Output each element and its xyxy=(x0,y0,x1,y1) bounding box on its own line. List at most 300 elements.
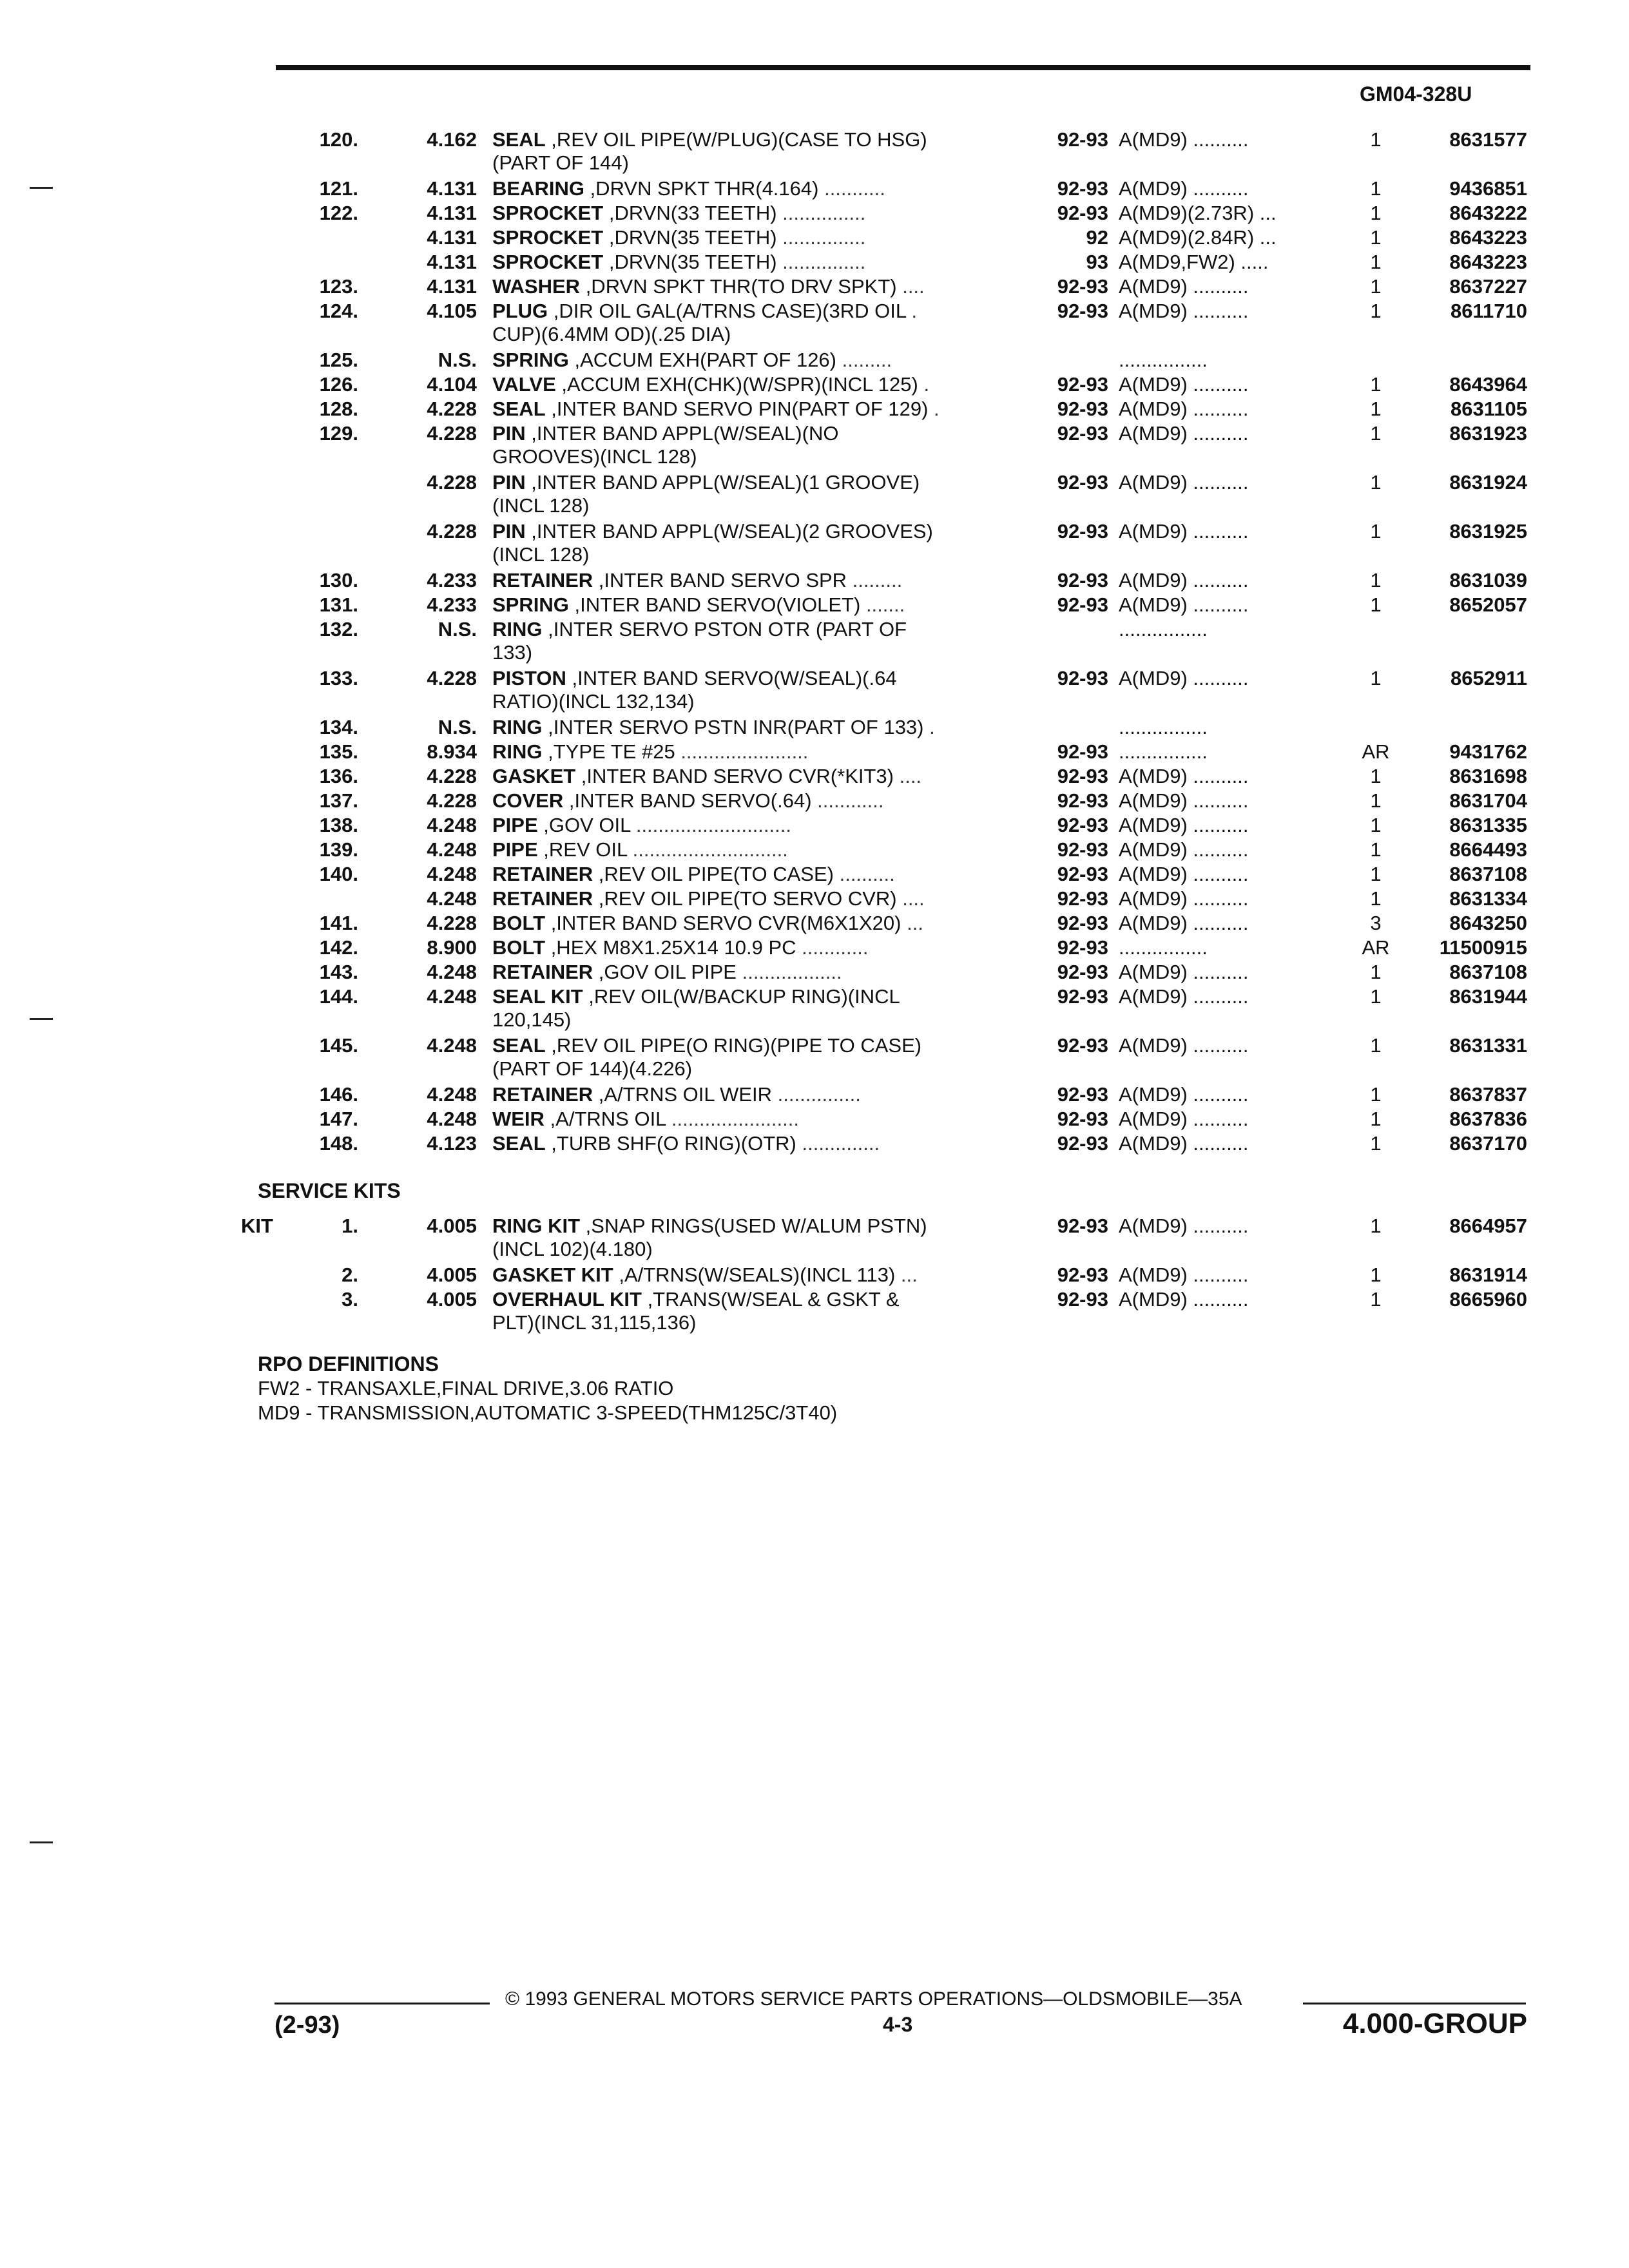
group-number: N.S. xyxy=(438,349,477,371)
leader-dots: ......... xyxy=(842,349,892,371)
group-number: 8.900 xyxy=(427,936,477,959)
part-row-continuation xyxy=(258,544,1547,568)
usage: A(MD9) .......... xyxy=(1119,789,1249,812)
usage: A(MD9) .......... xyxy=(1119,569,1249,591)
part-name: COVER xyxy=(492,789,564,812)
usage: A(MD9) .......... xyxy=(1119,300,1249,322)
part-row xyxy=(258,274,1547,299)
model-year: 92-93 xyxy=(1057,667,1108,689)
part-name: PIN xyxy=(492,520,526,543)
part-description xyxy=(492,911,1034,936)
model-year: 92-93 xyxy=(1057,912,1108,934)
item-key: 137. xyxy=(319,789,358,812)
usage: A(MD9) .......... xyxy=(1119,667,1249,689)
group-number: 4.105 xyxy=(427,300,477,322)
part-row-continuation xyxy=(258,1238,1547,1263)
quantity: 3 xyxy=(1370,912,1382,934)
part-detail: ,INTER BAND SERVO(W/SEAL)(.64 xyxy=(566,667,897,689)
item-key: 138. xyxy=(319,814,358,836)
item-key: 147. xyxy=(319,1108,358,1130)
model-year: 92-93 xyxy=(1057,789,1108,812)
leader-dots: ............... xyxy=(782,251,866,273)
group-number: 4.228 xyxy=(427,520,477,543)
part-number: 8637170 xyxy=(1449,1132,1527,1155)
model-year: 92-93 xyxy=(1057,863,1108,885)
part-row xyxy=(258,960,1547,985)
item-key: 2. xyxy=(342,1264,358,1286)
item-key: 132. xyxy=(319,618,358,640)
rpo-definition: MD9 - TRANSMISSION,AUTOMATIC 3-SPEED(THM125C/3T40) xyxy=(258,1401,838,1424)
part-row xyxy=(258,1107,1547,1131)
part-number: 11500915 xyxy=(1439,936,1527,959)
part-detail: ,DRVN(33 TEETH) xyxy=(603,202,783,224)
item-key: 140. xyxy=(319,863,358,885)
group-number: 4.131 xyxy=(427,226,477,249)
usage: A(MD9) .......... xyxy=(1119,177,1249,200)
part-description xyxy=(492,470,1034,495)
part-detail: ,TURB SHF(O RING)(OTR) xyxy=(545,1132,802,1155)
part-number: 8631331 xyxy=(1449,1034,1527,1057)
part-detail: ,ACCUM EXH(CHK)(W/SPR)(INCL 125) xyxy=(555,373,924,396)
model-year: 92-93 xyxy=(1057,373,1108,396)
model-year: 92-93 xyxy=(1057,1264,1108,1286)
parts-table xyxy=(258,128,1547,1156)
part-name: SPROCKET xyxy=(492,226,604,249)
group-number: 4.005 xyxy=(427,1215,477,1237)
part-row xyxy=(258,226,1547,250)
model-year: 92-93 xyxy=(1057,1108,1108,1130)
model-year: 92-93 xyxy=(1057,300,1108,322)
model-year: 93 xyxy=(1086,251,1108,273)
leader-dots: . xyxy=(934,398,940,420)
item-key: 136. xyxy=(319,765,358,787)
part-name: PLUG xyxy=(492,300,548,322)
footer-rule-left xyxy=(275,2003,490,2004)
part-row xyxy=(258,1082,1547,1107)
part-row xyxy=(258,250,1547,274)
part-row xyxy=(258,568,1547,593)
part-detail: ,DRVN SPKT THR(TO DRV SPKT) xyxy=(580,275,903,298)
part-name: OVERHAUL KIT xyxy=(492,1288,642,1311)
usage: A(MD9) .......... xyxy=(1119,887,1249,910)
group-number: N.S. xyxy=(438,618,477,640)
part-row xyxy=(258,617,1547,642)
quantity: 1 xyxy=(1370,1132,1382,1155)
item-key: 128. xyxy=(319,398,358,420)
leader-dots: ............ xyxy=(802,936,869,959)
part-row xyxy=(258,348,1547,372)
part-row xyxy=(258,593,1547,617)
model-year: 92-93 xyxy=(1057,275,1108,298)
part-name: RING xyxy=(492,716,543,738)
leader-dots: . xyxy=(929,716,935,738)
part-detail: ,INTER BAND SERVO CVR(*KIT3) xyxy=(575,765,900,787)
part-row xyxy=(258,715,1547,740)
quantity: 1 xyxy=(1370,1264,1382,1286)
part-detail: ,ACCUM EXH(PART OF 126) xyxy=(568,349,842,371)
part-number: 8643222 xyxy=(1449,202,1527,224)
usage: A(MD9) .......... xyxy=(1119,838,1249,861)
part-row xyxy=(258,740,1547,764)
part-description-continued: CUP)(6.4MM OD)(.25 DIA) xyxy=(492,323,731,345)
part-detail: ,DIR OIL GAL(A/TRNS CASE)(3RD OIL xyxy=(548,300,912,322)
item-key: 143. xyxy=(319,961,358,983)
part-row xyxy=(258,519,1547,544)
page-number: 4-3 xyxy=(883,2013,913,2036)
model-year: 92-93 xyxy=(1057,838,1108,861)
part-detail: ,INTER BAND APPL(W/SEAL)(1 GROOVE) xyxy=(525,471,920,494)
part-description xyxy=(492,1082,1034,1107)
part-detail: ,INTER BAND SERVO(VIOLET) xyxy=(568,593,866,616)
model-year: 92-93 xyxy=(1057,961,1108,983)
part-name: WEIR xyxy=(492,1108,545,1130)
leader-dots: ........... xyxy=(824,177,885,200)
item-key: 126. xyxy=(319,373,358,396)
group-number: 8.934 xyxy=(427,740,477,763)
part-name: RING xyxy=(492,618,543,640)
part-number: 8643223 xyxy=(1449,251,1527,273)
part-description xyxy=(492,274,1034,299)
group-title: 4.000-GROUP xyxy=(1342,2008,1527,2039)
model-year: 92-93 xyxy=(1057,765,1108,787)
part-name: PIPE xyxy=(492,814,538,836)
part-number: 8643250 xyxy=(1449,912,1527,934)
quantity: 1 xyxy=(1370,765,1382,787)
item-key: 139. xyxy=(319,838,358,861)
leader-dots: ......... xyxy=(852,569,903,591)
usage: A(MD9) .......... xyxy=(1119,520,1249,543)
quantity: 1 xyxy=(1370,667,1382,689)
part-row-continuation xyxy=(258,495,1547,519)
quantity: 1 xyxy=(1370,863,1382,885)
part-description-continued: (INCL 128) xyxy=(492,494,590,517)
quantity: 1 xyxy=(1370,814,1382,836)
usage: A(MD9) .......... xyxy=(1119,1264,1249,1286)
leader-dots: .... xyxy=(899,765,922,787)
group-number: 4.162 xyxy=(427,128,477,151)
part-name: SEAL xyxy=(492,1034,546,1057)
part-row xyxy=(258,421,1547,446)
model-year: 92-93 xyxy=(1057,1083,1108,1106)
part-description xyxy=(492,1263,1034,1287)
leader-dots: ............................ xyxy=(635,814,791,836)
group-number: 4.228 xyxy=(427,765,477,787)
part-number: 8631334 xyxy=(1449,887,1527,910)
part-number: 8637227 xyxy=(1449,275,1527,298)
group-number: 4.248 xyxy=(427,863,477,885)
part-number: 8643964 xyxy=(1449,373,1527,396)
group-number: 4.228 xyxy=(427,789,477,812)
part-row xyxy=(258,789,1547,813)
quantity: 1 xyxy=(1370,569,1382,591)
part-number: 8631944 xyxy=(1449,985,1527,1008)
leader-dots: ............... xyxy=(777,1083,861,1106)
usage: A(MD9) .......... xyxy=(1119,912,1249,934)
part-row xyxy=(258,397,1547,421)
leader-dots: . xyxy=(911,300,918,322)
item-key: 135. xyxy=(319,740,358,763)
leader-dots: ............... xyxy=(782,202,866,224)
group-number: 4.104 xyxy=(427,373,477,396)
part-name: WASHER xyxy=(492,275,581,298)
leader-dots: .... xyxy=(902,275,925,298)
part-description xyxy=(492,519,1034,544)
usage: A(MD9) .......... xyxy=(1119,985,1249,1008)
part-number: 8631039 xyxy=(1449,569,1527,591)
part-detail: ,TRANS(W/SEAL & GSKT & xyxy=(641,1288,900,1311)
part-description xyxy=(492,201,1034,226)
part-description xyxy=(492,813,1034,838)
part-description xyxy=(492,764,1034,789)
usage: A(MD9) .......... xyxy=(1119,373,1249,396)
part-detail: ,INTER BAND APPL(W/SEAL)(2 GROOVES) xyxy=(525,520,933,543)
part-row xyxy=(258,1287,1547,1312)
model-year: 92-93 xyxy=(1057,1132,1108,1155)
part-row xyxy=(258,372,1547,397)
part-description xyxy=(492,593,1034,617)
part-detail: ,REV OIL xyxy=(537,838,633,861)
part-description-continued: PLT)(INCL 31,115,136) xyxy=(492,1311,697,1334)
usage: A(MD9) .......... xyxy=(1119,961,1249,983)
part-row xyxy=(258,936,1547,960)
usage: A(MD9) .......... xyxy=(1119,1108,1249,1130)
quantity: 1 xyxy=(1370,275,1382,298)
part-description xyxy=(492,740,1034,764)
leader-dots: ............ xyxy=(817,789,884,812)
usage: A(MD9) .......... xyxy=(1119,275,1249,298)
rpo-definitions-heading: RPO DEFINITIONS xyxy=(258,1352,439,1376)
usage: A(MD9) .......... xyxy=(1119,1215,1249,1237)
group-number: 4.248 xyxy=(427,1108,477,1130)
part-row-continuation xyxy=(258,323,1547,348)
part-description xyxy=(492,177,1034,201)
part-name: SEAL xyxy=(492,128,546,151)
part-description xyxy=(492,1131,1034,1156)
part-name: BOLT xyxy=(492,912,546,934)
item-key: 129. xyxy=(319,422,358,445)
parts-list xyxy=(241,128,1547,1425)
quantity: 1 xyxy=(1370,838,1382,861)
item-key: 133. xyxy=(319,667,358,689)
usage: A(MD9) .......... xyxy=(1119,765,1249,787)
part-description xyxy=(492,397,1034,421)
model-year: 92-93 xyxy=(1057,936,1108,959)
part-number: 8631704 xyxy=(1449,789,1527,812)
usage: ................ xyxy=(1119,740,1208,763)
item-key: 1. xyxy=(342,1215,358,1237)
part-name: PIN xyxy=(492,422,526,445)
part-detail: ,INTER BAND APPL(W/SEAL)(NO xyxy=(525,422,839,445)
part-description xyxy=(492,789,1034,813)
group-number: 4.005 xyxy=(427,1264,477,1286)
part-detail: ,INTER BAND SERVO SPR xyxy=(593,569,853,591)
part-row xyxy=(258,764,1547,789)
item-key: 145. xyxy=(319,1034,358,1057)
part-description-continued: 133) xyxy=(492,641,533,664)
part-detail: ,A/TRNS OIL xyxy=(544,1108,671,1130)
part-row xyxy=(258,1033,1547,1058)
part-detail: ,HEX M8X1.25X14 10.9 PC xyxy=(545,936,802,959)
quantity: 1 xyxy=(1370,128,1382,151)
part-description xyxy=(492,250,1034,274)
part-description xyxy=(492,1287,1034,1312)
group-number: 4.248 xyxy=(427,887,477,910)
group-number: 4.228 xyxy=(427,912,477,934)
part-number: 8637108 xyxy=(1449,863,1527,885)
group-number: N.S. xyxy=(438,716,477,738)
model-year: 92-93 xyxy=(1057,887,1108,910)
part-name: SEAL xyxy=(492,398,546,420)
model-year: 92-93 xyxy=(1057,740,1108,763)
model-year: 92-93 xyxy=(1057,202,1108,224)
item-key: 130. xyxy=(319,569,358,591)
part-description xyxy=(492,1107,1034,1131)
part-name: RING xyxy=(492,740,543,763)
part-description-continued: RATIO)(INCL 132,134) xyxy=(492,690,695,713)
usage: A(MD9)(2.73R) ... xyxy=(1119,202,1277,224)
part-row xyxy=(258,470,1547,495)
part-row xyxy=(241,1214,1547,1238)
item-key: 3. xyxy=(342,1288,358,1311)
part-row-continuation xyxy=(258,1312,1547,1336)
part-detail: ,INTER BAND SERVO CVR(M6X1X20) xyxy=(545,912,907,934)
group-number: 4.248 xyxy=(427,1083,477,1106)
model-year: 92-93 xyxy=(1057,520,1108,543)
usage: A(MD9) .......... xyxy=(1119,1034,1249,1057)
part-row xyxy=(258,1131,1547,1156)
part-detail: ,INTER BAND SERVO PIN(PART OF 129) xyxy=(545,398,934,420)
item-key: 148. xyxy=(319,1132,358,1155)
leader-dots: .......... xyxy=(839,863,895,885)
part-row xyxy=(258,985,1547,1009)
part-name: PIN xyxy=(492,471,526,494)
group-number: 4.131 xyxy=(427,177,477,200)
part-detail: ,REV OIL PIPE(TO SERVO CVR) xyxy=(593,887,903,910)
usage: A(MD9) .......... xyxy=(1119,863,1249,885)
usage: A(MD9) .......... xyxy=(1119,128,1249,151)
part-number: 8611710 xyxy=(1451,300,1527,322)
part-number: 9431762 xyxy=(1449,740,1527,763)
usage: A(MD9) .......... xyxy=(1119,471,1249,494)
usage: A(MD9) .......... xyxy=(1119,1083,1249,1106)
item-key: 146. xyxy=(319,1083,358,1106)
kit-prefix: KIT xyxy=(241,1215,273,1237)
part-description xyxy=(492,128,1034,152)
part-detail: ,DRVN(35 TEETH) xyxy=(603,251,783,273)
item-key: 122. xyxy=(319,202,358,224)
part-detail: ,REV OIL PIPE(O RING)(PIPE TO CASE) xyxy=(545,1034,922,1057)
part-row xyxy=(258,887,1547,911)
quantity: 1 xyxy=(1370,961,1382,983)
model-year: 92-93 xyxy=(1057,1288,1108,1311)
usage: A(MD9) .......... xyxy=(1119,1132,1249,1155)
part-row-continuation xyxy=(258,1058,1547,1082)
quantity: 1 xyxy=(1370,202,1382,224)
part-row-continuation xyxy=(258,152,1547,177)
quantity: 1 xyxy=(1370,887,1382,910)
quantity: 1 xyxy=(1370,1288,1382,1311)
quantity: 1 xyxy=(1370,1034,1382,1057)
margin-mark xyxy=(30,1018,53,1020)
quantity: 1 xyxy=(1370,1215,1382,1237)
part-number: 8665960 xyxy=(1449,1288,1527,1311)
part-description xyxy=(492,372,1034,397)
part-row xyxy=(258,299,1547,323)
leader-dots: ....................... xyxy=(680,740,809,763)
group-number: 4.005 xyxy=(427,1288,477,1311)
leader-dots: ....................... xyxy=(671,1108,799,1130)
part-description-continued: (PART OF 144) xyxy=(492,151,629,174)
item-key: 125. xyxy=(319,349,358,371)
item-key: 121. xyxy=(319,177,358,200)
model-year: 92-93 xyxy=(1057,422,1108,445)
group-number: 4.228 xyxy=(427,398,477,420)
part-row-continuation xyxy=(258,691,1547,715)
part-row xyxy=(258,1263,1547,1287)
part-description xyxy=(492,862,1034,887)
part-detail: ,REV OIL PIPE(W/PLUG)(CASE TO HSG) xyxy=(545,128,927,151)
part-number: 8643223 xyxy=(1449,226,1527,249)
quantity: 1 xyxy=(1370,422,1382,445)
group-number: 4.228 xyxy=(427,667,477,689)
part-description xyxy=(492,666,1034,691)
usage: ................ xyxy=(1119,716,1208,738)
part-description xyxy=(492,960,1034,985)
part-description-continued: (PART OF 144)(4.226) xyxy=(492,1057,693,1080)
part-description xyxy=(492,715,1034,740)
item-key: 142. xyxy=(319,936,358,959)
quantity: 1 xyxy=(1370,1083,1382,1106)
part-number: 8631698 xyxy=(1449,765,1527,787)
part-detail: ,REV OIL PIPE(TO CASE) xyxy=(593,863,840,885)
part-row xyxy=(258,666,1547,691)
document-code: GM04-328U xyxy=(1360,82,1472,106)
leader-dots: .............. xyxy=(802,1132,880,1155)
part-name: RETAINER xyxy=(492,887,593,910)
part-number: 8652911 xyxy=(1451,667,1527,689)
part-description-continued: (INCL 102)(4.180) xyxy=(492,1238,653,1260)
part-name: RETAINER xyxy=(492,569,593,591)
part-name: VALVE xyxy=(492,373,556,396)
model-year: 92-93 xyxy=(1057,593,1108,616)
group-number: 4.248 xyxy=(427,838,477,861)
item-key: 124. xyxy=(319,300,358,322)
group-number: 4.228 xyxy=(427,422,477,445)
group-number: 4.131 xyxy=(427,202,477,224)
copyright-notice: © 1993 GENERAL MOTORS SERVICE PARTS OPERATIONS—OLDSMOBILE—35A xyxy=(505,1988,1242,2010)
group-number: 4.248 xyxy=(427,961,477,983)
part-description xyxy=(492,299,1034,323)
model-year: 92-93 xyxy=(1057,1034,1108,1057)
margin-mark xyxy=(30,187,53,189)
revision-date: (2-93) xyxy=(275,2012,340,2039)
part-row xyxy=(258,838,1547,862)
usage: A(MD9) .......... xyxy=(1119,422,1249,445)
leader-dots: ... xyxy=(907,912,923,934)
part-detail: ,INTER SERVO PSTN INR(PART OF 133) xyxy=(542,716,930,738)
item-key: 141. xyxy=(319,912,358,934)
part-number: 8631335 xyxy=(1449,814,1527,836)
part-name: RETAINER xyxy=(492,961,593,983)
usage: A(MD9) .......... xyxy=(1119,1288,1249,1311)
part-row-continuation xyxy=(258,1009,1547,1033)
part-name: RING KIT xyxy=(492,1215,581,1237)
part-name: SPROCKET xyxy=(492,251,604,273)
quantity: 1 xyxy=(1370,471,1382,494)
usage: A(MD9,FW2) ..... xyxy=(1119,251,1269,273)
group-number: 4.248 xyxy=(427,1034,477,1057)
part-row xyxy=(258,201,1547,226)
